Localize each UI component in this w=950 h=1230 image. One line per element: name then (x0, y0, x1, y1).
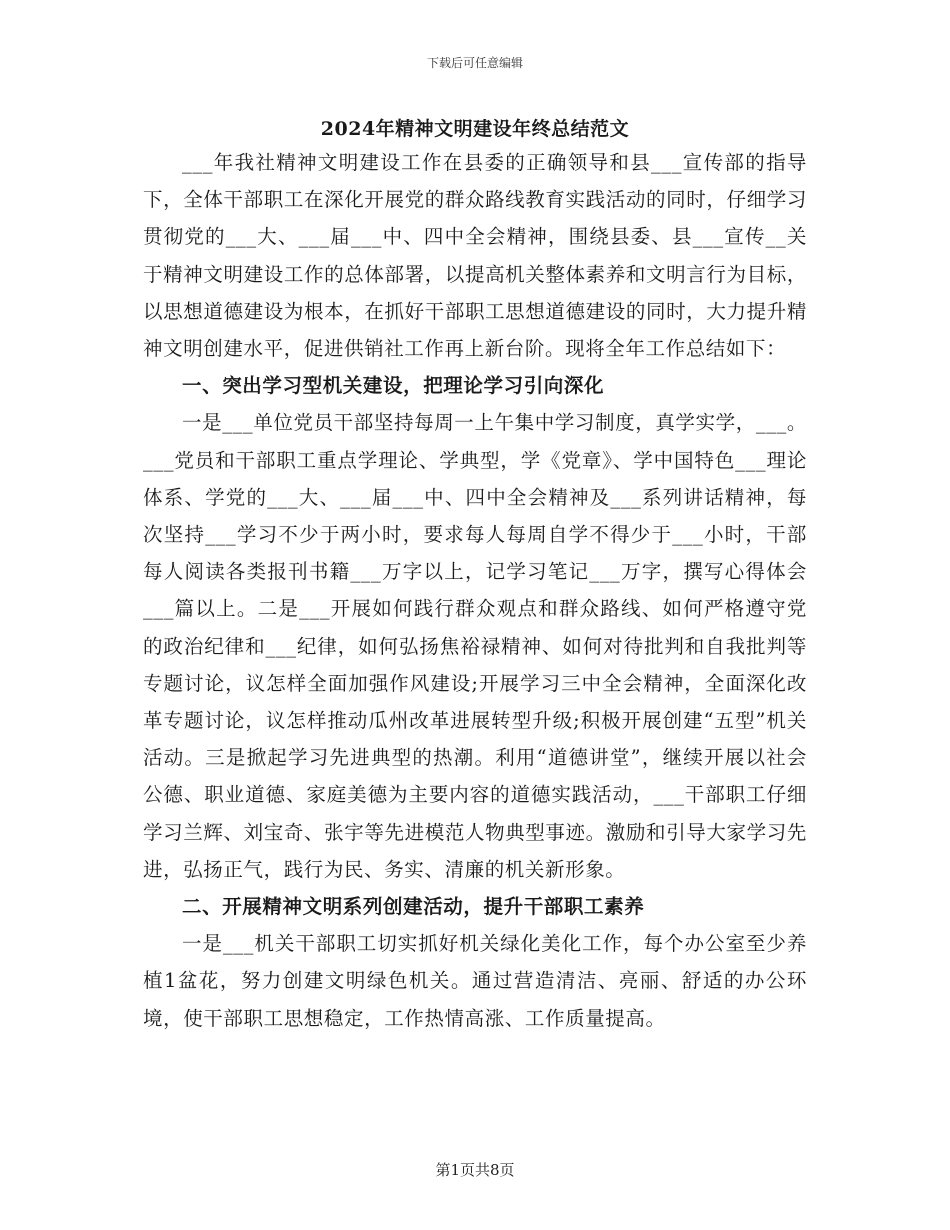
section-1-heading: 一、突出学习型机关建设，把理论学习引向深化 (182, 374, 605, 398)
document-body (143, 144, 807, 1037)
section-2-heading: 二、开展精神文明系列创建活动，提升干部职工素养 (182, 895, 645, 919)
section-1-paragraph: 一是___单位党员干部坚持每周一上午集中学习制度，真学实学，___。___党员和干部职工重点学理论、学典型，学《党章》、学中国特色___理论体系、学党的___大、___届___中、四中全会精神及___系列讲话精神，每次坚持___学习不少于两小时，要求每人每周自学不得少于___小时，干部每人阅读各类报刊书籍___万字以上，记学习笔记___万字，撰写心得体会___篇以上。二是___开展如何践行群众观点和群众路线、如何严格遵守党的政治纪律和___纪律，如何弘扬焦裕禄精神、如何对待批判和自我批判等专题讨论，议怎样全面加强作风建设;开展学习三中全会精神，全面深化改革专题讨论，议怎样推动瓜州改革进展转型升级;积极开展创建“五型”机关活动。三是掀起学习先进典型的热潮。利用“道德讲堂”，继续开展以社会公德、职业道德、家庭美德为主要内容的道德实践活动，___干部职工仔细学习兰辉、刘宝奇、张宇等先进模范人物典型事迹。激励和引导大家学习先进，弘扬正气，践行为民、务实、清廉的机关新形象。 (143, 411, 807, 881)
header-note: 下载后可任意编辑 (426, 56, 523, 70)
section-2-paragraph: 一是___机关干部职工切实抓好机关绿化美化工作，每个办公室至少养植1盆花，努力创建文明绿色机关。通过营造清洁、亮丽、舒适的办公环境，使干部职工思想稳定，工作热情高涨、工作质量提高。 (143, 932, 807, 1030)
page-indicator: 第1页共8页 (435, 1161, 515, 1179)
document-title: 2024年精神文明建设年终总结范文 (320, 118, 630, 140)
intro-paragraph: ___年我社精神文明建设工作在县委的正确领导和县___宣传部的指导下，全体干部职工在深化开展党的群众路线教育实践活动的同时，仔细学习贯彻党的___大、___届___中、四中全会精神，围绕县委、县___宣传__关于精神文明建设工作的总体部署，以提高机关整体素养和文明言行为目标，以思想道德建设为根本，在抓好干部职工思想道德建设的同时，大力提升精神文明创建水平，促进供销社工作再上新台阶。现将全年工作总结如下： (143, 151, 807, 361)
